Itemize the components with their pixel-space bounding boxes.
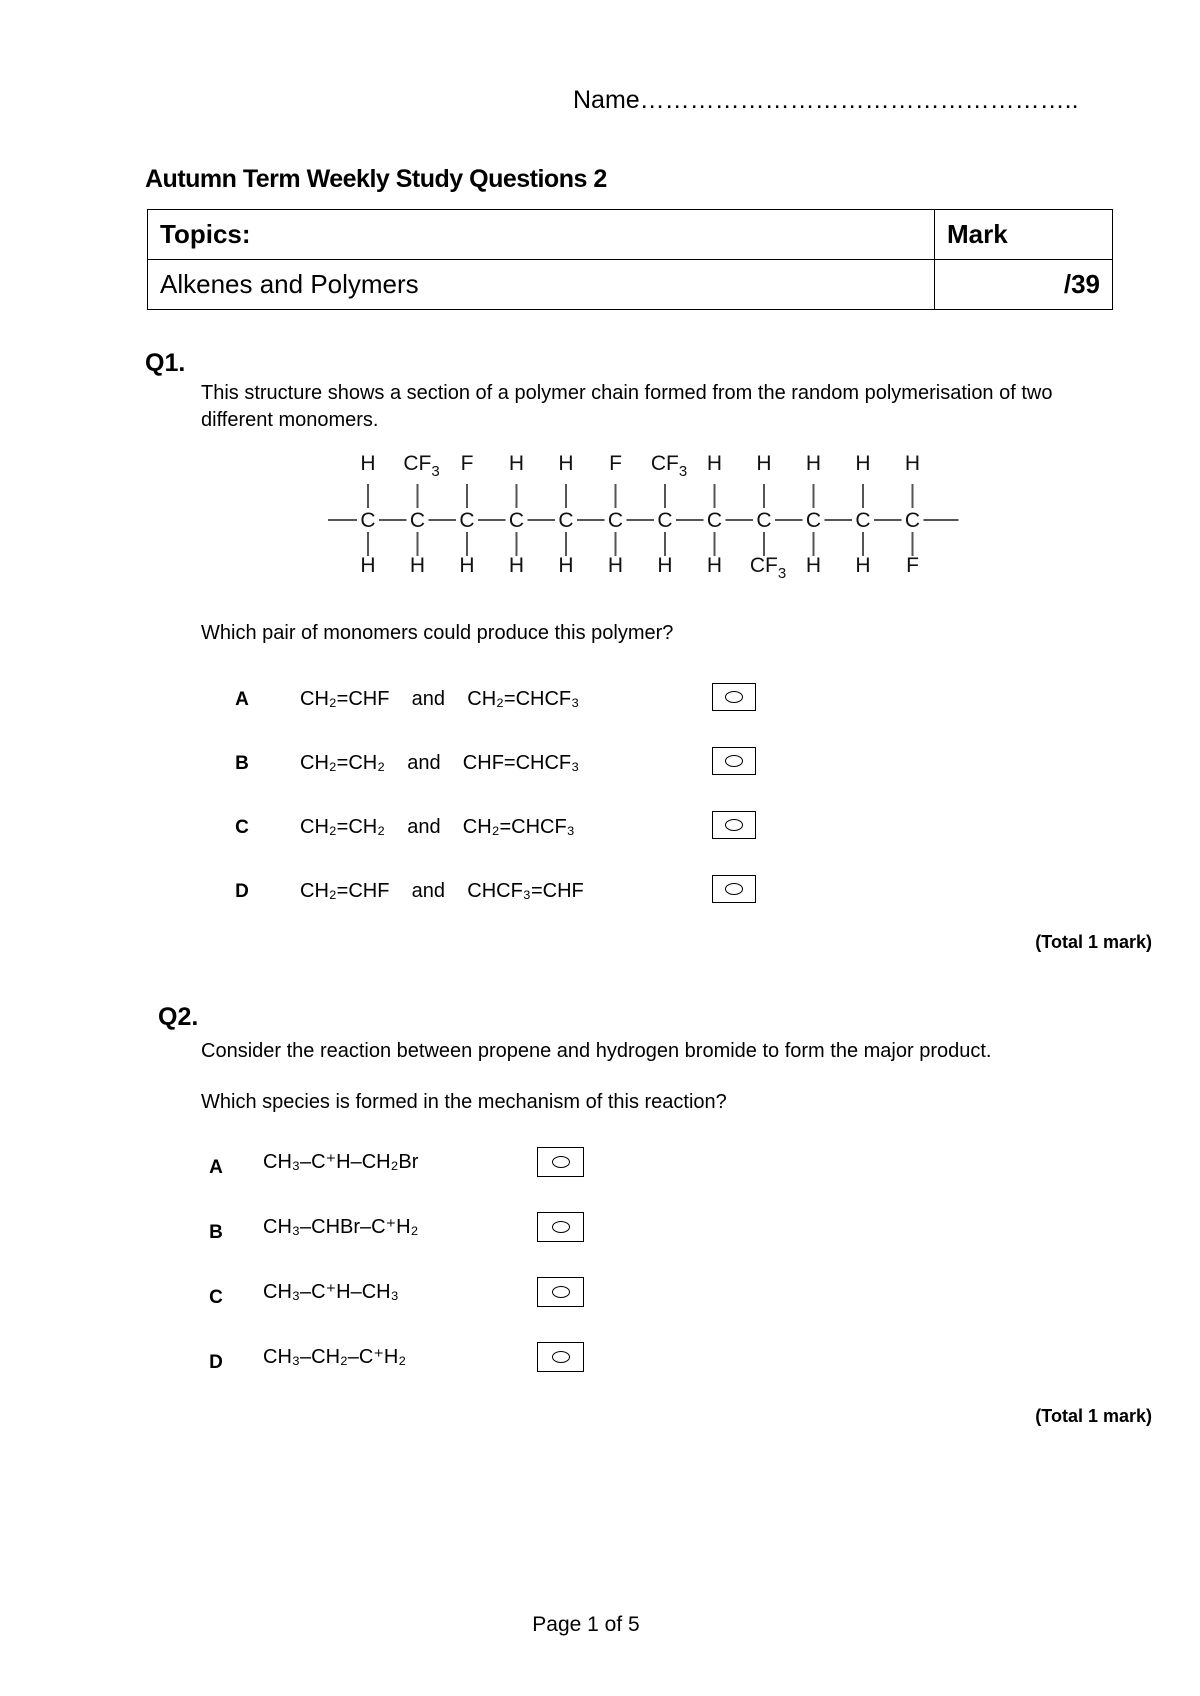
top-substituent: H (508, 452, 525, 475)
answer-oval-icon (552, 1221, 570, 1233)
answer-oval-icon (552, 1156, 570, 1168)
carbon-atom: C (409, 509, 426, 532)
carbon-atom: C (706, 509, 723, 532)
carbon-atom: C (657, 509, 673, 532)
q1-label: Q1. (145, 349, 186, 377)
answer-oval-icon (552, 1286, 570, 1298)
bottom-substituent: H (459, 554, 475, 577)
document-title: Autumn Term Weekly Study Questions 2 (145, 165, 607, 193)
carbon-atom: C (558, 509, 574, 532)
carbon-atom: C (805, 509, 822, 532)
name-line[interactable]: Name…………………………………………….. (573, 86, 1079, 114)
top-substituent: H (706, 452, 723, 475)
answer-oval-icon (552, 1351, 570, 1363)
topic-value: Alkenes and Polymers (148, 260, 935, 310)
answer-oval-icon (725, 691, 743, 703)
topics-header: Topics: (148, 210, 935, 260)
answer-box-d[interactable] (537, 1342, 584, 1372)
bottom-substituent: H (706, 554, 723, 577)
option-formula: CH₂=CH₂ and CH₂=CHCF₃ (300, 816, 575, 838)
top-substituent: $CF_3$ (650, 452, 688, 480)
bottom-substituent: H (855, 554, 871, 577)
q1-total: (Total 1 mark) (1035, 932, 1152, 952)
top-substituent: F (609, 452, 622, 475)
option-letter: C (235, 817, 249, 838)
carbon-atom: C (756, 509, 772, 532)
carbon-atom: C (607, 509, 624, 532)
polymer-structure (320, 445, 960, 595)
bottom-substituent: H (558, 554, 574, 577)
option-letter: A (235, 689, 249, 710)
carbon-atom: C (904, 509, 921, 532)
carbon-atom: C (360, 509, 376, 532)
carbon-atom: C (508, 509, 525, 532)
bottom-substituent: H (607, 554, 624, 577)
q2-total: (Total 1 mark) (1035, 1406, 1152, 1426)
option-letter: B (235, 753, 249, 774)
top-substituent: H (904, 452, 921, 475)
mark-value: /39 (935, 260, 1113, 310)
top-substituent: H (360, 452, 376, 475)
carbon-atom: C (855, 509, 871, 532)
page-number: Page 1 of 5 (532, 1613, 640, 1636)
top-substituent: $CF_3$ (403, 452, 440, 480)
answer-box-c[interactable] (712, 811, 756, 839)
answer-oval-icon (725, 755, 743, 767)
option-formula: CH₃–C⁺H–CH₃ (263, 1281, 399, 1303)
answer-oval-icon (725, 819, 743, 831)
option-letter: D (235, 881, 249, 902)
q1-question: Which pair of monomers could produce this polymer? (201, 622, 674, 644)
q2-question: Which species is formed in the mechanism of this reaction? (201, 1091, 727, 1113)
option-letter: C (209, 1287, 223, 1308)
option-formula: CH₂=CHF and CHCF₃=CHF (300, 880, 584, 902)
top-substituent: H (756, 452, 772, 475)
top-substituent: H (805, 452, 822, 475)
option-formula: CH₂=CH₂ and CHF=CHCF₃ (300, 752, 580, 774)
bottom-substituent: H (657, 554, 673, 577)
option-formula: CH₂=CHF and CH₂=CHCF₃ (300, 688, 580, 710)
answer-box-b[interactable] (712, 747, 756, 775)
top-substituent: F (460, 452, 474, 475)
bottom-substituent: $CF_3$ (749, 554, 787, 582)
q2-label: Q2. (158, 1003, 199, 1031)
answer-box-d[interactable] (712, 875, 756, 903)
mark-header: Mark (935, 210, 1113, 260)
carbon-atom: C (459, 509, 475, 532)
top-substituent: H (558, 452, 574, 475)
q1-intro: This structure shows a section of a polymer chain formed from the random polymerisation of two different monomers. (201, 382, 1053, 431)
option-letter: D (209, 1352, 223, 1373)
answer-box-c[interactable] (537, 1277, 584, 1307)
bottom-substituent: H (508, 554, 525, 577)
answer-box-a[interactable] (537, 1147, 584, 1177)
bottom-substituent: H (409, 554, 426, 577)
topics-table (147, 209, 1113, 310)
option-formula: CH₃–CH₂–C⁺H₂ (263, 1346, 407, 1368)
bottom-substituent: H (805, 554, 822, 577)
bottom-substituent: H (360, 554, 376, 577)
option-letter: B (209, 1222, 223, 1243)
bottom-substituent: F (906, 554, 919, 577)
option-formula: CH₃–CHBr–C⁺H₂ (263, 1216, 419, 1238)
option-letter: A (209, 1157, 223, 1178)
answer-oval-icon (725, 883, 743, 895)
q2-intro: Consider the reaction between propene and hydrogen bromide to form the major product. (201, 1040, 992, 1062)
option-formula: CH₃–C⁺H–CH₂Br (263, 1151, 419, 1173)
answer-box-a[interactable] (712, 683, 756, 711)
top-substituent: H (855, 452, 871, 475)
answer-box-b[interactable] (537, 1212, 584, 1242)
